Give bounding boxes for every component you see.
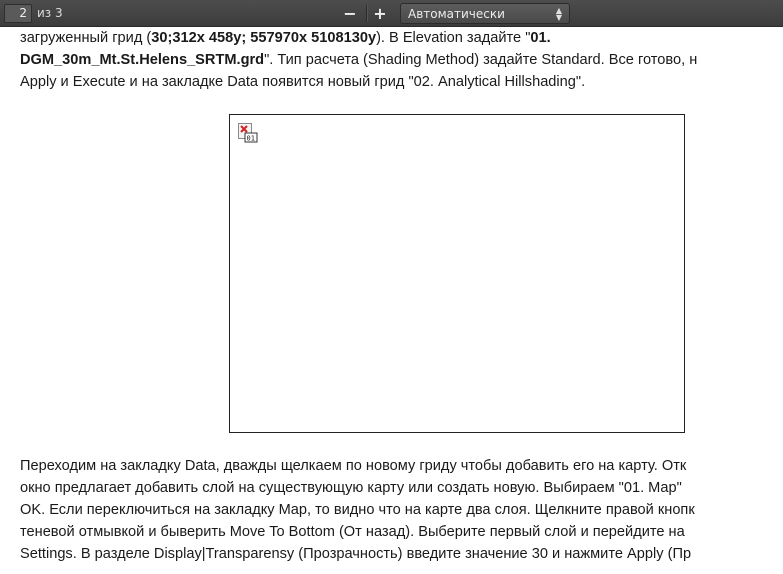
zoom-in-button[interactable]: +	[373, 4, 387, 23]
zoom-out-button[interactable]: −	[343, 4, 357, 23]
viewer-toolbar	[0, 0, 783, 27]
text-line: DGM_30m_Mt.St.Helens_SRTM.grd". Тип расчета (Shading Method) задайте Standard. Все готово, н	[20, 52, 698, 68]
figure-frame	[229, 114, 685, 433]
paragraph-top	[20, 27, 697, 93]
text-line: Apply и Execute и на закладке Data появится новый грид "02. Analytical Hillshading".	[20, 74, 586, 90]
paragraph-bottom	[20, 455, 695, 565]
page-number-input[interactable]: 2	[4, 4, 32, 23]
svg-text:01: 01	[246, 134, 255, 143]
zoom-select[interactable]	[400, 3, 570, 24]
text-line: OK. Если переключиться на закладку Map, то видно что на карте два слоя. Щелкните правой кнопк	[20, 502, 695, 518]
text-line: теневой отмывкой и быверить Move To Bottom (От назад). Выберите первый слой и перейдите на	[20, 524, 685, 540]
text-line: загруженный грид (30;312x 458y; 557970x 5108130y). В Elevation задайте "01.	[20, 30, 551, 46]
toolbar-divider	[366, 5, 367, 22]
text-line: Переходим на закладку Data, дважды щелкаем по новому гриду чтобы добавить его на карту. Отк	[20, 458, 687, 474]
text-line: окно предлагает добавить слой на существующую карту или создать новую. Выбираем "01. Map"	[20, 480, 682, 496]
page-total-label: из 3	[37, 6, 63, 20]
zoom-select-value: Автоматически	[408, 7, 505, 21]
text-line: Settings. В разделе Display|Transparensy (Прозрачность) введите значение 30 и нажмите Apply (Пр	[20, 546, 692, 562]
broken-image-icon	[238, 123, 258, 143]
select-arrows-icon: ▲ ▼	[555, 6, 562, 22]
